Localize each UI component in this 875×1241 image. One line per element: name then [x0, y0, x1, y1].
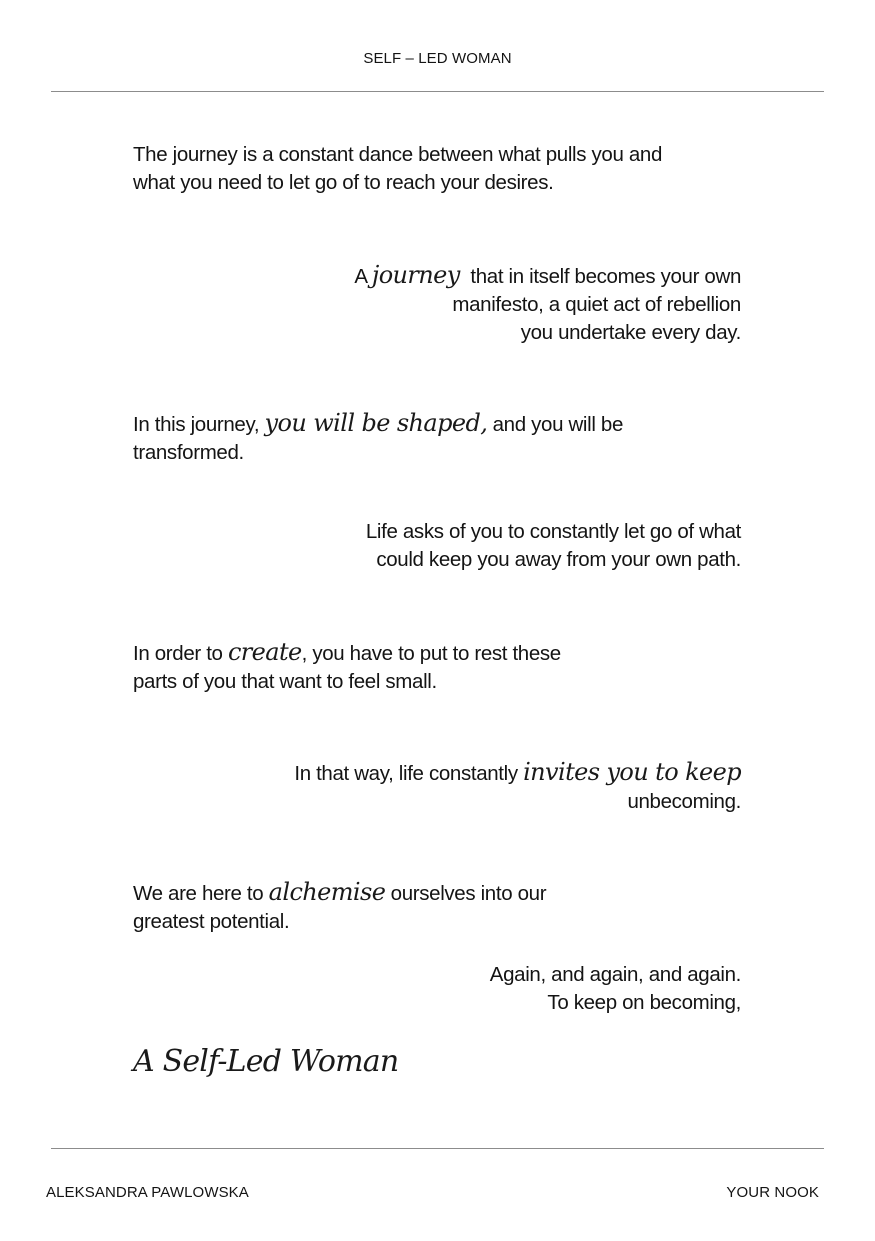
paragraph-line: Again, and again, and again. — [489, 963, 741, 986]
paragraph-line: parts of you that want to feel small. — [133, 670, 437, 693]
paragraph-line: Life asks of you to constantly let go of what — [365, 520, 741, 543]
paragraph-line — [133, 878, 546, 908]
paragraph-line: what you need to let go of to reach your desires. — [133, 171, 554, 194]
paragraph-unbecoming — [294, 758, 741, 816]
script-emphasis: journey — [371, 261, 460, 289]
paragraph-again — [490, 961, 741, 1017]
paragraph-let-go — [366, 518, 741, 574]
text-fragment: In order to — [133, 642, 228, 665]
text-fragment: We are here to — [133, 882, 269, 905]
paragraph-line: transformed. — [133, 441, 244, 464]
paragraph-line: you undertake every day. — [520, 321, 741, 344]
text-fragment: and you will be — [487, 413, 623, 436]
paragraph-line — [294, 758, 741, 788]
paragraph-line — [133, 638, 561, 668]
header-divider — [51, 91, 824, 92]
paragraph-line — [354, 261, 741, 291]
paragraph-alchemise — [133, 878, 546, 936]
footer-divider — [51, 1148, 824, 1149]
script-emphasis: you will be shaped, — [264, 409, 488, 437]
page-header-title: SELF – LED WOMAN — [363, 50, 512, 67]
text-fragment: In that way, life constantly — [294, 762, 524, 785]
text-fragment: that in itself becomes your own — [459, 265, 741, 288]
text-fragment: In this journey, — [133, 413, 265, 436]
footer-brand: YOUR NOOK — [726, 1184, 819, 1201]
text-fragment: ourselves into our — [385, 882, 547, 905]
paragraph-shaped — [133, 409, 623, 467]
paragraph-line: manifesto, a quiet act of rebellion — [452, 293, 741, 316]
text-fragment: , you have to put to rest these — [301, 642, 561, 665]
paragraph-line: To keep on becoming, — [547, 991, 741, 1014]
text-fragment: A — [354, 265, 372, 288]
paragraph-line: greatest potential. — [133, 910, 290, 933]
paragraph-journey-dance — [133, 141, 662, 197]
footer-author: ALEKSANDRA PAWLOWSKA — [46, 1184, 249, 1201]
script-emphasis: create — [227, 638, 302, 666]
paragraph-manifesto — [354, 261, 741, 347]
paragraph-create — [133, 638, 561, 696]
paragraph-line: unbecoming. — [627, 790, 741, 813]
paragraph-line: could keep you away from your own path. — [376, 548, 741, 571]
paragraph-line — [133, 409, 623, 439]
script-emphasis: alchemise — [268, 878, 386, 906]
signature: A Self-Led Woman — [133, 1044, 399, 1079]
script-emphasis: invites you to keep — [523, 758, 741, 786]
paragraph-line: The journey is a constant dance between what pulls you and — [133, 143, 662, 166]
